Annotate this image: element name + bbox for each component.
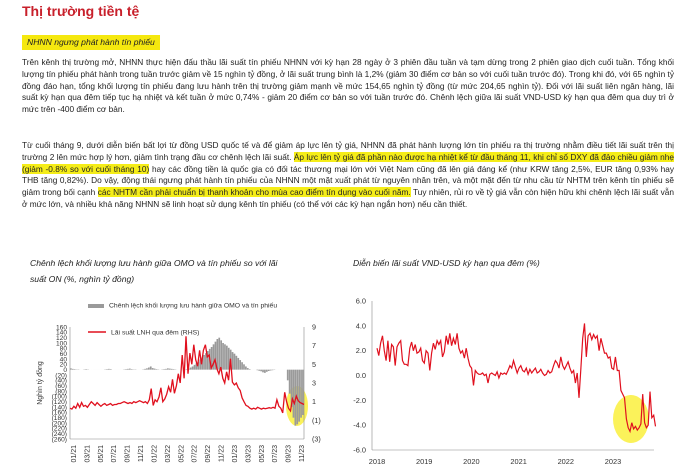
x-tick-label: 03/23 <box>245 445 253 463</box>
y-tick-label: (140) <box>51 404 67 412</box>
bar <box>300 370 302 418</box>
bar <box>236 356 238 370</box>
bar <box>190 368 192 370</box>
paragraph-text: Từ cuối tháng 9, dưới diễn biến bất lợi từ đồng USD quốc tế và để giảm áp lực lên tỷ giá, NHNN đã phát hành lượng lớn tín phiếu ra thị trường nhằm điều tiết lãi suất trên thị trường 2 lên mức hợp lý hơn, giảm tình trạng đầu cơ chênh lệch lãi suất. <box>22 140 674 162</box>
y-tick-label: -2.0 <box>353 395 366 405</box>
x-tick-label: 01/22 <box>151 445 159 463</box>
bar <box>298 370 300 422</box>
y2-tick-label: 5 <box>312 359 316 369</box>
bar <box>302 370 304 415</box>
y-tick-label: 20 <box>59 361 67 369</box>
y-tick-label: 40 <box>59 356 67 364</box>
y-tick-label: (260) <box>51 436 67 444</box>
bar <box>270 370 272 371</box>
bar <box>224 344 226 369</box>
x-tick-label: 2022 <box>557 457 575 466</box>
bar <box>173 369 175 370</box>
y-tick-label: (240) <box>51 430 67 438</box>
highlight-liquidity: các NHTM cần phải chuẩn bị thanh khoản cho mùa cao điểm tín dụng vào cuối năm. <box>97 187 411 198</box>
bar <box>264 370 266 373</box>
bar <box>146 368 148 369</box>
bar <box>72 369 74 370</box>
bar <box>247 368 249 370</box>
x-tick-label: 2021 <box>510 457 527 466</box>
bar <box>245 366 247 369</box>
y-tick-label: (200) <box>51 420 67 428</box>
bar <box>110 369 112 370</box>
y-tick-label: (20) <box>55 372 67 380</box>
bar <box>287 370 289 381</box>
x-tick-label: 09/23 <box>285 445 293 463</box>
y-tick-label: 60 <box>59 350 67 358</box>
y-tick-label: -6.0 <box>353 445 366 455</box>
bar <box>256 370 258 371</box>
bar <box>218 338 220 370</box>
y-tick-label: 100 <box>55 340 67 348</box>
x-tick-label: 11/22 <box>218 445 226 462</box>
page-title: Thị trường tiền tệ <box>22 3 140 19</box>
bar <box>226 346 228 370</box>
y-tick-label: 140 <box>55 329 67 337</box>
bar <box>163 369 165 370</box>
bar <box>293 370 295 418</box>
y-tick-label: (40) <box>55 377 67 385</box>
y-axis-label: Nghìn tỷ đồng <box>37 361 44 405</box>
series-line <box>70 336 304 413</box>
chart1-title: Chênh lệch khối lượng lưu hành giữa OMO và tín phiếu so với lãi suất ON (%, nghìn tỷ đồng) <box>30 258 278 284</box>
bar <box>203 355 205 370</box>
bar <box>169 369 171 370</box>
bar <box>237 358 239 370</box>
bar <box>127 369 129 370</box>
y-tick-label: 2.0 <box>355 346 366 356</box>
bar <box>171 369 173 370</box>
y-tick-label: (80) <box>55 388 67 396</box>
bar <box>165 369 167 370</box>
bar <box>249 369 251 370</box>
bar <box>289 370 291 394</box>
bar <box>70 368 72 369</box>
x-tick-label: 2023 <box>604 457 622 466</box>
y-tick-label: 0.0 <box>355 371 366 380</box>
y-tick-label: (220) <box>51 425 67 433</box>
x-tick-label: 03/21 <box>84 445 92 463</box>
bar <box>260 370 262 372</box>
x-tick-label: 07/21 <box>111 445 119 463</box>
bar <box>272 370 274 371</box>
legend-label: Lãi suất LNH qua đêm (RHS) <box>111 329 200 337</box>
x-tick-label: 11/21 <box>138 445 146 462</box>
bar <box>131 369 133 370</box>
y2-tick-label: 1 <box>312 397 316 407</box>
bar <box>154 369 156 370</box>
bar <box>148 368 150 370</box>
paragraph-omo: Trên kênh thị trường mở, NHNN thực hiện đấu thầu lãi suất tín phiếu NHNN với kỳ hạn 28 ngày ở 3 phiên đầu tuần và tạm dừng trong 2 phiên giao dịch cuối tuần. Tổng khối lượng tín phiếu phát hành trong tuần trước giảm về 15 nghìn tỷ đồng, ở lãi suất trung bình là 1,2% (giảm 30 điểm cơ bản so với cuối tuần trước đó). Trong khi đó, với 65 nghìn tỷ đồng đáo hạn, tổng khối lượng tín phiếu đang lưu hành trên thị trường giảm mạnh về mức 154,65 nghìn tỷ đồng (từ mức 204,65 nghìn tỷ). Đối với lãi suất liên ngân hàng, lãi suất kỳ hạn qua đêm tiếp tục hạ nhiệt và kết tuần ở mức 0,74% - giảm 20 điểm cơ bản so với tuần trước đó. Chênh lệch giữa lãi suất VND-USD kỳ hạn qua đêm qua duy trì ở mức trên -400 điểm cơ bản. <box>22 57 674 115</box>
highlight-dxy: Áp lực lên tỷ giá đã phần nào được hạ nhiệt kể từ đầu tháng 11, khi chỉ số DXY đã đảo chiều giảm nhẹ (giảm -0.8% so với cuối tháng 10) <box>22 151 675 174</box>
bar <box>243 364 245 369</box>
y-tick-label: -4.0 <box>353 420 366 430</box>
x-tick-label: 07/23 <box>272 445 280 463</box>
bar <box>234 354 236 370</box>
bar <box>108 369 110 370</box>
bar <box>232 352 234 370</box>
chart2-title: Diễn biến lãi suất VND-USD kỳ hạn qua đêm (%) <box>353 258 540 268</box>
bar <box>167 368 169 369</box>
x-tick-label: 01/21 <box>71 445 78 463</box>
x-tick-label: 03/22 <box>164 445 172 463</box>
y-tick-label: (100) <box>51 393 67 401</box>
bar <box>106 369 108 370</box>
bar <box>258 370 260 371</box>
bar <box>125 369 127 370</box>
x-tick-label: 11/23 <box>299 445 306 462</box>
bar <box>152 368 154 370</box>
y-tick-label: 160 <box>55 324 67 332</box>
y-tick-label: (160) <box>51 409 67 417</box>
bar <box>266 370 268 372</box>
y2-tick-label: (3) <box>312 434 321 444</box>
y-tick-label: 6.0 <box>355 296 366 306</box>
paragraph-exchange-rate <box>22 140 674 211</box>
x-tick-label: 09/22 <box>205 445 213 463</box>
paragraph-text: hay các đồng tiền là quốc gia có đối tác thương mại lớn với Việt Nam cũng đã lên giá đáng kể (như KRW tăng 2,5%, EUR tăng 0,93% hay THB tăng 0,82%). Do vậy, động thái ngưng phát hành tín phiếu của NHNN một mặt xuất phát từ nguyên nhân trên, và một mặt đến từ nhu cầu từ NHTM trên kênh tín phiếu sẽ giảm trong bối cạnh <box>22 163 675 198</box>
bar <box>239 360 241 370</box>
x-tick-label: 05/22 <box>178 445 186 463</box>
legend-label: Chênh lệch khối lượng lưu hành giữa OMO và tín phiếu <box>109 302 278 310</box>
bar <box>241 362 243 369</box>
bar <box>262 370 264 373</box>
y2-tick-label: 9 <box>312 322 316 332</box>
x-tick-label: 09/21 <box>124 445 132 463</box>
x-tick-label: 05/21 <box>97 445 105 463</box>
y-tick-label: 120 <box>55 334 67 342</box>
x-tick-label: 05/23 <box>258 445 266 463</box>
x-tick-label: 01/23 <box>231 445 239 463</box>
y-tick-label: 4.0 <box>355 321 366 331</box>
y2-tick-label: 3 <box>312 378 316 388</box>
subheading-badge: NHNN ngưng phát hành tín phiếu <box>22 35 160 50</box>
x-tick-label: 2019 <box>415 457 433 466</box>
y2-tick-label: (1) <box>312 415 321 425</box>
x-tick-label: 2018 <box>368 457 386 466</box>
bar <box>194 365 196 370</box>
bar <box>192 366 194 369</box>
bar <box>144 369 146 370</box>
bar <box>74 369 76 370</box>
y-tick-label: 0 <box>63 366 67 374</box>
chart-vnd-usd-spread <box>336 290 676 473</box>
y-tick-label: (120) <box>51 398 67 406</box>
x-tick-label: 07/22 <box>191 445 199 463</box>
y-tick-label: (180) <box>51 414 67 422</box>
y-tick-label: 80 <box>59 345 67 353</box>
legend-swatch-bar <box>88 304 104 308</box>
x-tick-label: 2020 <box>463 457 480 466</box>
bar <box>85 369 87 370</box>
bar <box>268 370 270 371</box>
bar <box>220 340 222 369</box>
bar <box>156 369 158 370</box>
bar <box>129 369 131 370</box>
bar <box>150 366 152 369</box>
y2-tick-label: 7 <box>312 341 316 351</box>
y-tick-label: (60) <box>55 382 67 390</box>
chart-omo-spread <box>18 292 350 473</box>
paragraph-text: Tuy nhiên, rủi ro về tỷ giá vẫn còn hiện hữu khi chênh lệch lãi suất vẫn ở mức lớn, và nhiều khả năng NHNN sẽ linh hoạt sử dụng kênh tín phiếu (có thể với các kỳ hạn ngắn hơn) nếu cần thiết. <box>22 187 674 209</box>
bar <box>222 343 224 370</box>
